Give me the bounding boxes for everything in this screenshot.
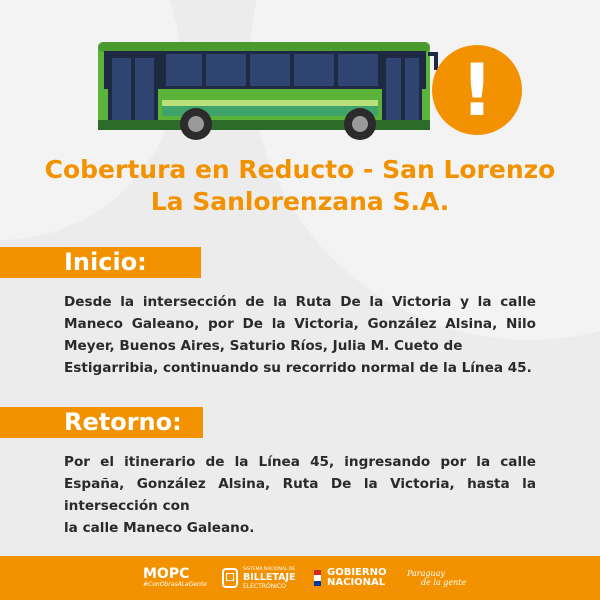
retorno-description [64,451,536,539]
paraguay-line2: de la gente [421,578,467,587]
billetaje-logo [222,556,296,600]
gobierno-line2: NACIONAL [327,577,386,588]
billetaje-sub: ELECTRÓNICO [243,582,286,590]
mopc-name: MOPC [143,566,190,582]
mopc-logo [143,556,207,600]
inicio-text-last-line: Estigarribia, continuando su recorrido normal de la Línea 45. [64,360,532,376]
inicio-heading: Inicio: [0,247,201,278]
paraguay-line1: Paraguay [407,569,445,578]
page-subtitle: La Sanlorenzana S.A. [150,187,450,216]
billetaje-caption: SISTEMA NACIONAL DE [243,566,296,572]
bus-illustration [96,38,446,140]
gobierno-line1: GOBIERNO [327,567,387,578]
exclamation-icon: ! [432,45,522,135]
inicio-text: Desde la intersección de la Ruta De la Victoria y la calle Maneco Galeano, por De la Victoria, González Alsina, Nilo Meyer, Buenos Aires, Saturio Ríos, Julia M. Cueto de [64,294,536,354]
mopc-tagline: #ConObrasALaGente [143,581,207,588]
footer-bar [0,556,600,600]
bus-icon [222,568,238,588]
inicio-description [64,291,536,379]
paraguay-flag-icon [314,570,321,586]
page-title: Cobertura en Reducto - San Lorenzo [44,155,556,184]
billetaje-name: BILLETAJE [243,571,296,583]
retorno-text: Por el itinerario de la Línea 45, ingresando por la calle España, González Alsina, Ruta De la Victoria, hasta la intersección con [64,454,536,514]
gobierno-logo [314,556,386,600]
paraguay-gente-logo [407,556,466,600]
retorno-text-last-line: la calle Maneco Galeano. [64,520,255,536]
retorno-heading: Retorno: [0,407,203,438]
